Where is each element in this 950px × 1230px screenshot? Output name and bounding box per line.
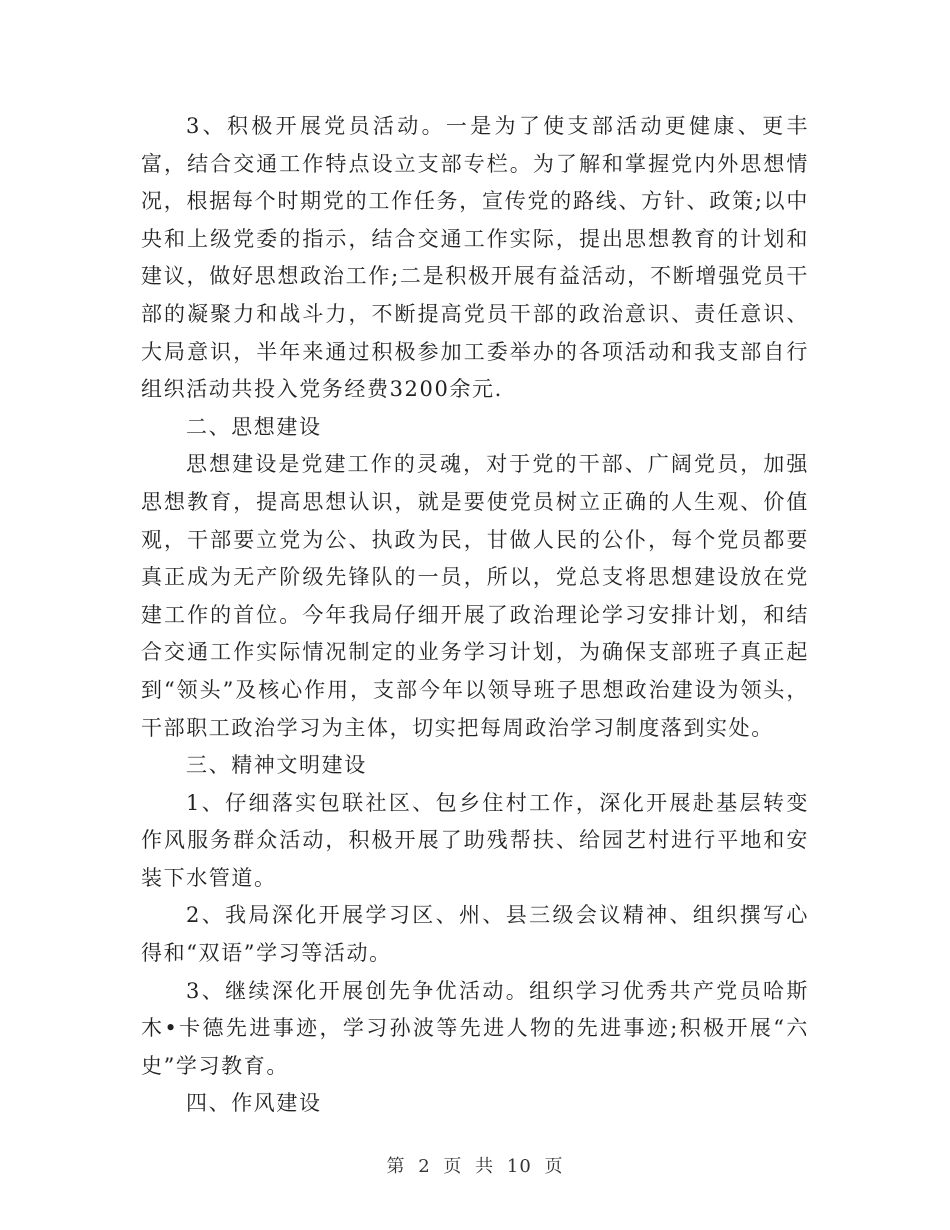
paragraph-ideology: 思想建设是党建工作的灵魂，对于党的干部、广阔党员，加强思想教育，提高思想认识，就是要使党员树立正确的人生观、价值观，干部要立党为公、执政为民，甘做人民的公仆，每个党员都要真正成为无产阶级先锋队的一员，所以，党总支将思想建设放在党建工作的首位。今年我局仔细开展了政治理论学习安排计划，和结合交通工作实际情况制定的业务学习计划，为确保支部班子真正起到“领头”及核心作用，支部今年以领导班子思想政治建设为领头，干部职工政治学习为主体，切实把每周政治学习制度落到实处。 — [141, 452, 809, 740]
section-heading-ideology: 二、思想建设 — [186, 414, 322, 439]
footer-total-pages: 10 — [506, 1156, 532, 1177]
paragraph-party-activities: 3、积极开展党员活动。一是为了使支部活动更健康、更丰富，结合交通工作特点设立支部专栏。为了解和掌握党内外思想情况，根据每个时期党的工作任务，宣传党的路线、方针、政策;以中央和上级党委的指示，结合交通工作实际，提出思想教育的计划和建议，做好思想政治工作;二是积极开展有益活动，不断增强党员干部的凝聚力和战斗力，不断提高党员干部的政治意识、责任意识、大局意识，半年来通过积极参加工委举办的各项活动和我支部自行组织活动共投入党务经费3200余元. — [141, 114, 809, 402]
page-footer — [0, 1152, 950, 1178]
paragraph-civilization-item-1: 1、仔细落实包联社区、包乡住村工作，深化开展赴基层转变作风服务群众活动，积极开展了助残帮扶、给园艺村进行平地和安装下水管道。 — [141, 790, 809, 890]
footer-current-page: 2 — [418, 1156, 431, 1177]
paragraph-civilization-item-2: 2、我局深化开展学习区、州、县三级会议精神、组织撰写心得和“双语”学习等活动。 — [141, 903, 809, 966]
footer-prefix: 第 — [386, 1156, 406, 1177]
footer-total-word: 共 — [475, 1156, 495, 1177]
paragraph-civilization-item-3: 3、继续深化开展创先争优活动。组织学习优秀共产党员哈斯木•卡德先进事迹，学习孙波等先进人物的先进事迹;积极开展“六史”学习教育。 — [141, 978, 809, 1078]
section-heading-work-style: 四、作风建设 — [186, 1091, 322, 1116]
section-heading-civilization: 三、精神文明建设 — [186, 753, 367, 778]
footer-suffix: 页 — [544, 1156, 564, 1177]
footer-page-word: 页 — [443, 1156, 463, 1177]
document-body — [141, 108, 809, 1123]
